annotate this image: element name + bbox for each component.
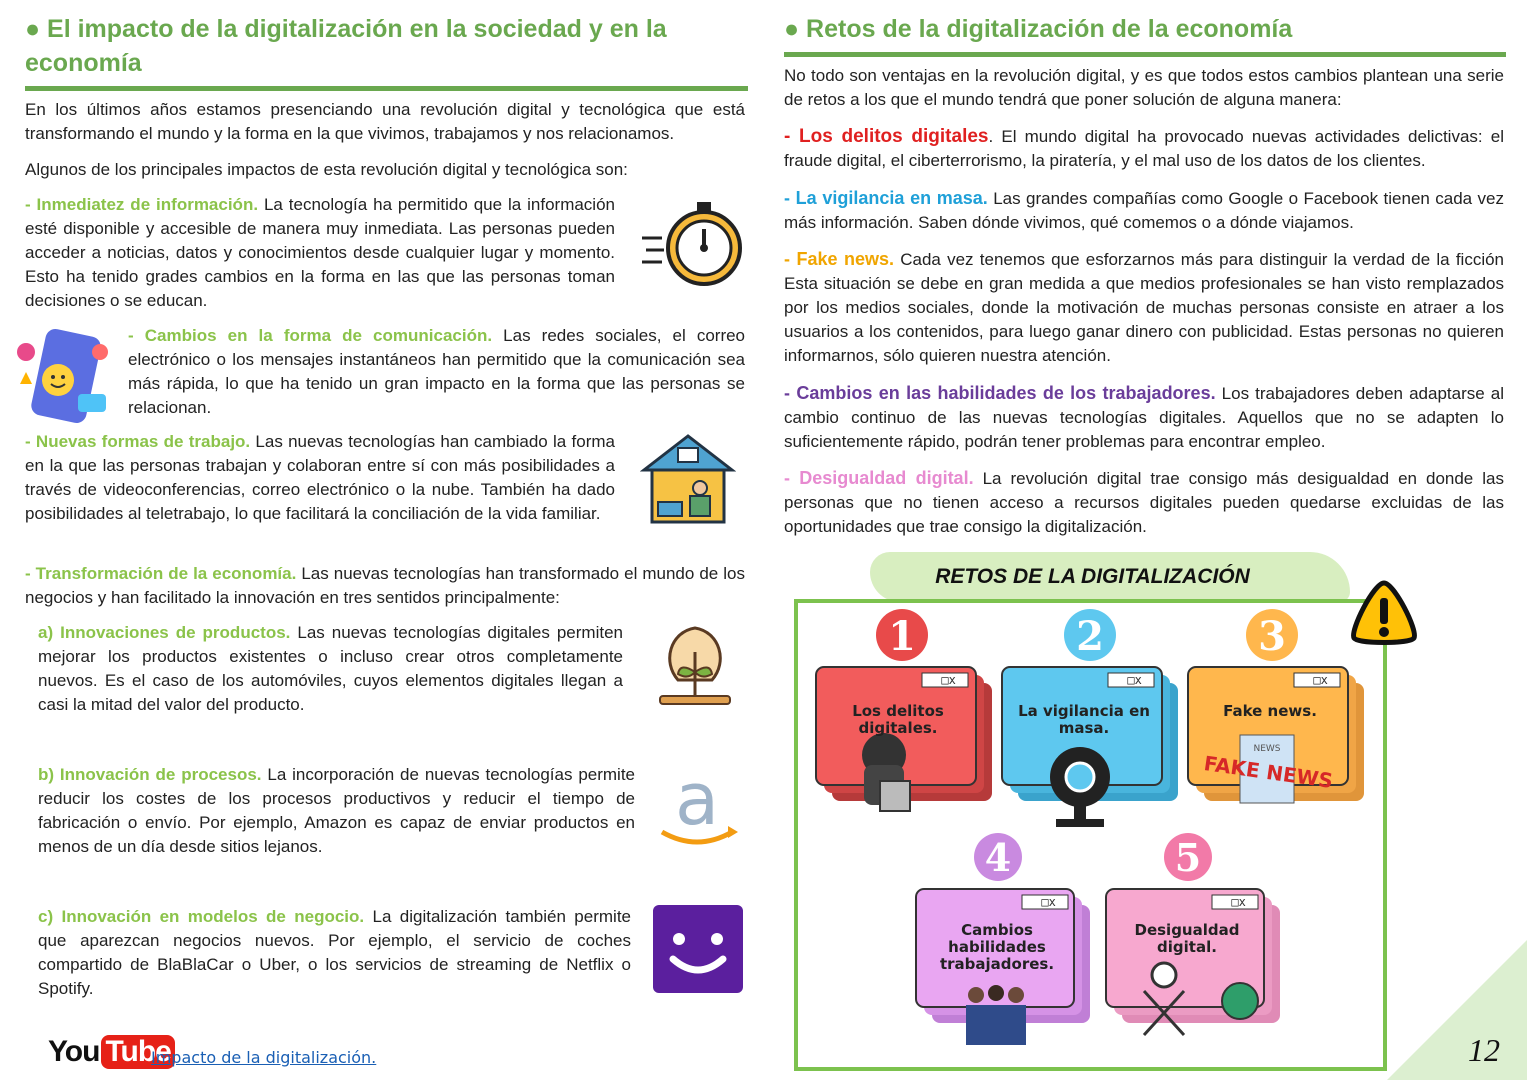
- challenge-item-4: [784, 381, 1504, 454]
- amazon-logo-icon: [654, 766, 740, 852]
- challenge-item-2-title: - La vigilancia en masa.: [784, 188, 988, 208]
- challenge-item-4-title: - Cambios en las habilidades de los trabajadores.: [784, 383, 1216, 403]
- impact-item-2-text: Las redes sociales, el correo electrónico o los mensajes instantáneos han permitido que la comunicación sea más rápida, lo que ha tenido un gran impacto en la forma que las personas se relacionan.: [128, 326, 746, 417]
- svg-text:_□x: _□x: [1306, 673, 1328, 687]
- innovation-plant-icon: [650, 622, 740, 712]
- card-4-number: 4: [984, 835, 1012, 880]
- social-media-icon: [8, 322, 118, 426]
- left-intro: En los últimos años estamos presenciando una revolución digital y tecnológica que está transformando el mundo y la forma en la que vivimos, trabajamos y nos relacionamos.: [25, 100, 745, 143]
- challenge-item-4-text: Los trabajadores deben adaptarse al cambio continuo de las nuevas tecnologías digitales. Aquellos que no se adapten lo suficientemente rápido, podrán tener problemas para encontrar empleo.: [784, 384, 1504, 451]
- challenge-item-5-title: - Desigualdad digital.: [784, 468, 974, 488]
- card-2-number: 2: [1076, 613, 1104, 660]
- impact-item-3-text: Las nuevas tecnologías han cambiado la forma en la que las personas trabajan y colaboran entre sí con más posibilidades a través de videoconferencias, correo electrónico o la nube. También ha dado posibilidades al teletrabajo, lo que facilitará la conciliación de la vida familiar.: [25, 432, 615, 523]
- stopwatch-icon: [640, 198, 744, 290]
- left-heading: ● El impacto de la digitalización en la sociedad y en la economía: [25, 0, 748, 91]
- impact-item-1-text: La tecnología ha permitido que la información esté disponible y accesible de manera muy inmediata. Las personas pueden acceder a noticias, datos y conocimientos desde cualquier lugar y momento. Esto ha tenido grades cambios en la forma en las que las personas toman decisiones o se educan.: [25, 195, 615, 310]
- sub-item-a-text: Las nuevas tecnologías digitales permiten mejorar los productos existentes o incluso crear otros completamente nuevos. Es el caso de los automóviles, cuyos elementos digitales llegan a casi la mitad del valor del producto.: [38, 623, 623, 714]
- card-1-label: Los delitos digitales.: [852, 702, 944, 737]
- sub-item-c: [38, 905, 631, 1001]
- impact-item-3: [25, 430, 615, 526]
- right-intro: No todo son ventajas en la revolución digital, y es que todos estos cambios plantean una serie de retos a los que el mundo tendrá que poner solución de alguna manera:: [784, 66, 1504, 109]
- home-office-icon: [640, 432, 736, 526]
- infographic-title: RETOS DE LA DIGITALIZACIÓN: [935, 565, 1250, 588]
- challenge-item-3-text: Cada vez tenemos que esforzarnos más para distinguir la verdad de la ficción Esta situación se debe en gran medida a que medios profesionales se han visto remplazados por los medios sociales, donde la motivación de muchas personas consiste en atraer a los usuarios a los contenidos, para luego ganar dinero con publicidad. Estas personas no quieren informarnos, sólo quieren nuestra atención.: [784, 250, 1505, 365]
- left-intro2: Algunos de los principales impactos de esta revolución digital y tecnológica son:: [25, 160, 628, 179]
- svg-text:_□x: _□x: [1224, 895, 1246, 909]
- challenge-item-1-title: - Los delitos digitales: [784, 126, 989, 147]
- impact-item-4-title: - Transformación de la economía.: [25, 564, 297, 583]
- sub-item-b-title: b) Innovación de procesos.: [38, 765, 262, 784]
- sub-item-b-text: La incorporación de nuevas tecnologías permite reducir los costes de los procesos productivos y reducir el tiempo de fabricación o envío. Por ejemplo, Amazon es capaz de enviar productos en menos de un día desde sitios lejanos.: [38, 765, 635, 856]
- card-3-label: Fake news.: [1223, 702, 1317, 720]
- right-column: [784, 0, 1506, 57]
- svg-text:_□x: _□x: [934, 673, 956, 687]
- fake-news-stamp: FAKE NEWS: [1202, 751, 1335, 793]
- svg-text:_□x: _□x: [1120, 673, 1142, 687]
- card-3-number: 3: [1258, 613, 1286, 660]
- impact-item-4-text: Las nuevas tecnologías han transformado el mundo de los negocios y han facilitado la innovación en tres sentidos principalmente:: [25, 564, 745, 607]
- sub-item-a: [38, 621, 623, 717]
- svg-text:_□x: _□x: [1034, 895, 1056, 909]
- challenge-item-5-text: La revolución digital trae consigo más desigualdad en donde las personas que no tienen acceso a recursos digitales pueden quedarse excluidas de las oportunidades que trae consigo la digitalización.: [784, 469, 1504, 536]
- sub-item-c-title: c) Innovación en modelos de negocio.: [38, 907, 365, 926]
- challenge-item-2-text: Las grandes compañías como Google o Facebook tienen cada vez más información. Saben dónde vivimos, qué comemos o a dónde viajamos.: [784, 189, 1504, 232]
- challenge-item-2: [784, 186, 1504, 235]
- infographic-cards: [810, 605, 1370, 1065]
- impact-item-1-title: - Inmediatez de información.: [25, 195, 259, 214]
- right-heading: ● Retos de la digitalización de la economía: [784, 0, 1506, 57]
- svg-text:a: a: [674, 766, 720, 841]
- youtube-logo-tube: Tube: [101, 1035, 174, 1069]
- page-number: 12: [1468, 1032, 1500, 1068]
- youtube-video-link[interactable]: Impacto de la digitalización.: [151, 1048, 377, 1067]
- news-label: NEWS: [1253, 744, 1281, 754]
- left-column: [25, 0, 748, 91]
- impact-item-2-title: - Cambios en la forma de comunicación.: [128, 326, 493, 345]
- impact-item-3-title: - Nuevas formas de trabajo.: [25, 432, 251, 451]
- impact-item-1: [25, 193, 615, 313]
- youtube-logo-you: You: [48, 1035, 100, 1068]
- impact-item-2: [128, 324, 745, 420]
- card-4-label: Cambios habilidades trabajadores.: [939, 921, 1055, 973]
- card-5-number: 5: [1174, 835, 1202, 880]
- sub-item-a-title: a) Innovaciones de productos.: [38, 623, 291, 642]
- sub-item-b: [38, 763, 635, 859]
- challenge-item-3: [784, 247, 1504, 368]
- challenge-item-1-text: . El mundo digital ha provocado nuevas actividades delictivas: el fraude digital, el ciberterrorismo, la piratería, y el mal uso de los datos de los clientes.: [784, 127, 1504, 170]
- card-1-number: 1: [888, 613, 916, 660]
- impact-item-4: [25, 562, 745, 610]
- challenge-item-1: [784, 125, 1504, 173]
- page-corner-decoration: [1387, 940, 1527, 1080]
- challenge-item-5: [784, 466, 1504, 539]
- card-2-label: La vigilancia en masa.: [1018, 702, 1150, 737]
- challenge-item-3-title: - Fake news.: [784, 249, 895, 269]
- smile-app-icon: [653, 905, 743, 993]
- sub-item-c-text: La digitalización también permite que aparezcan negocios nuevos. Por ejemplo, el servicio de coches compartido de BlaBlaCar o Uber, o los servicios de streaming de Netflix o Spotify.: [38, 907, 631, 998]
- card-5-label: Desigualdad digital.: [1134, 921, 1240, 956]
